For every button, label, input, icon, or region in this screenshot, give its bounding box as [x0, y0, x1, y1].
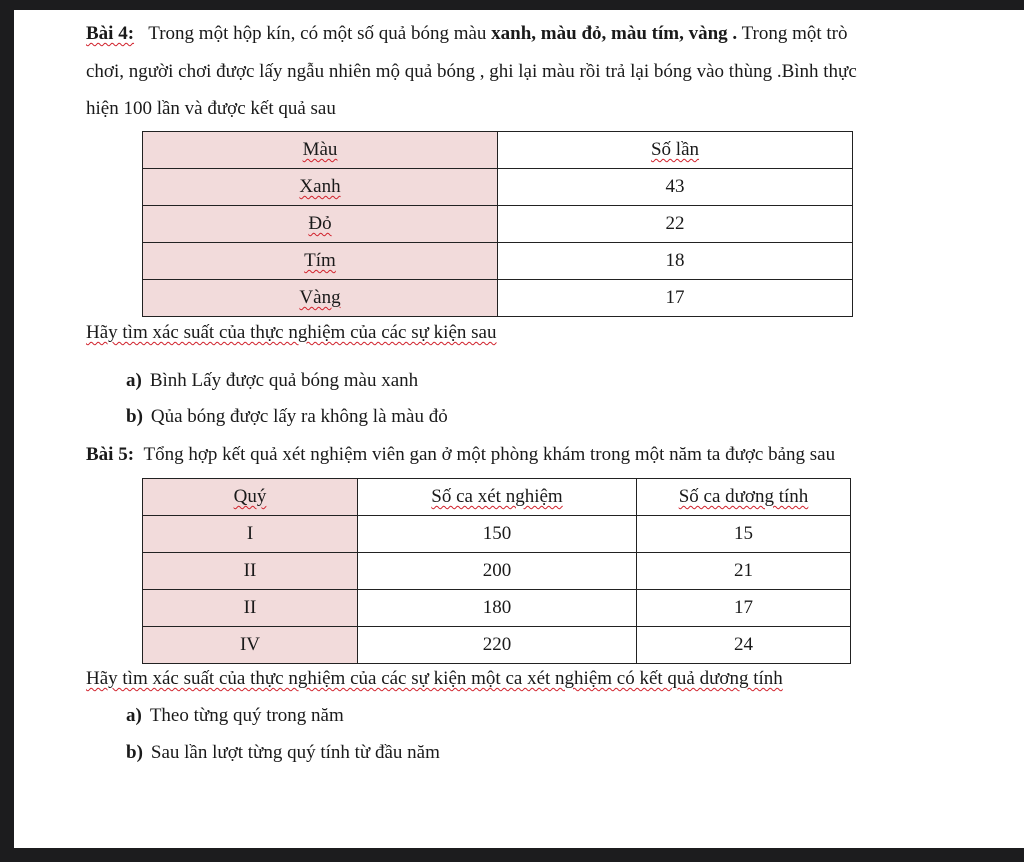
- bai5-item-b: [126, 740, 440, 766]
- table-cell: 15: [637, 516, 851, 553]
- bai5-label: Bài 5:: [86, 444, 135, 465]
- table-cell: 43: [498, 169, 853, 206]
- bai4-line1-text: Trong một hộp kín, có một số quả bóng màu: [148, 23, 492, 44]
- table-cell: Tím: [143, 243, 498, 280]
- item-label: a): [126, 370, 142, 391]
- table-row: [143, 243, 853, 280]
- header-cell: Màu: [143, 132, 498, 169]
- bai4-label: Bài 4:: [86, 23, 135, 44]
- table-cell: 220: [358, 627, 637, 664]
- bai5-line: [86, 442, 835, 468]
- bai4-question: Hãy tìm xác suất của thực nghiệm của các sự kiện sau: [86, 322, 497, 343]
- table-cell: Vàng: [143, 280, 498, 317]
- table-cell: Xanh: [143, 169, 498, 206]
- table-cell: 17: [637, 590, 851, 627]
- bai4-line-3: hiện 100 lần và được kết quả sau: [86, 98, 336, 119]
- table-cell: 18: [498, 243, 853, 280]
- item-text: Bình Lấy được quả bóng màu xanh: [149, 370, 419, 391]
- table-row: [143, 280, 853, 317]
- bai5-item-a: [126, 703, 344, 729]
- table-cell: 200: [358, 553, 637, 590]
- item-text: Sau lần lượt từng quý tính từ đầu năm: [150, 742, 440, 763]
- bai4-line1-tail: Trong một trò: [737, 23, 848, 44]
- table-cell: 24: [637, 627, 851, 664]
- header-cell: Số ca xét nghiệm: [358, 479, 637, 516]
- color-count-table: [142, 131, 853, 317]
- table-cell: 21: [637, 553, 851, 590]
- table-cell: Đỏ: [143, 206, 498, 243]
- table-row: [143, 169, 853, 206]
- header-cell: Số ca dương tính: [637, 479, 851, 516]
- table-cell: I: [143, 516, 358, 553]
- table-header-row: [143, 132, 853, 169]
- table-row: [143, 590, 851, 627]
- item-label: b): [126, 406, 143, 427]
- table-header-row: [143, 479, 851, 516]
- item-label: a): [126, 705, 142, 726]
- bai4-item-b: [126, 404, 448, 430]
- item-text: Qủa bóng được lấy ra không là màu đỏ: [150, 406, 448, 427]
- table-cell: 180: [358, 590, 637, 627]
- table-row: [143, 627, 851, 664]
- bai5-question: Hãy tìm xác suất của thực nghiệm của các sự kiện một ca xét nghiệm có kết quả dương tính: [86, 668, 783, 689]
- bai4-line-1: [86, 21, 848, 47]
- table-cell: II: [143, 553, 358, 590]
- document-page: [14, 10, 1024, 848]
- bai4-line1-bold: xanh, màu đỏ, màu tím, vàng .: [491, 23, 738, 44]
- header-cell: Quý: [143, 479, 358, 516]
- header-cell: Số lần: [498, 132, 853, 169]
- item-label: b): [126, 742, 143, 763]
- item-text: Theo từng quý trong năm: [149, 705, 344, 726]
- table-cell: IV: [143, 627, 358, 664]
- table-row: [143, 516, 851, 553]
- table-cell: 17: [498, 280, 853, 317]
- test-results-table: [142, 478, 851, 664]
- bai4-item-a: [126, 368, 418, 394]
- table-cell: 150: [358, 516, 637, 553]
- table-cell: 22: [498, 206, 853, 243]
- bai5-text: Tổng hợp kết quả xét nghiệm viên gan ở một phòng khám trong một năm ta được bảng sau: [143, 444, 836, 465]
- table-row: [143, 553, 851, 590]
- table-row: [143, 206, 853, 243]
- table-cell: II: [143, 590, 358, 627]
- bai4-line-2: chơi, người chơi được lấy ngẫu nhiên mộ quả bóng , ghi lại màu rồi trả lại bóng vào thùng .Bình thực: [86, 61, 857, 82]
